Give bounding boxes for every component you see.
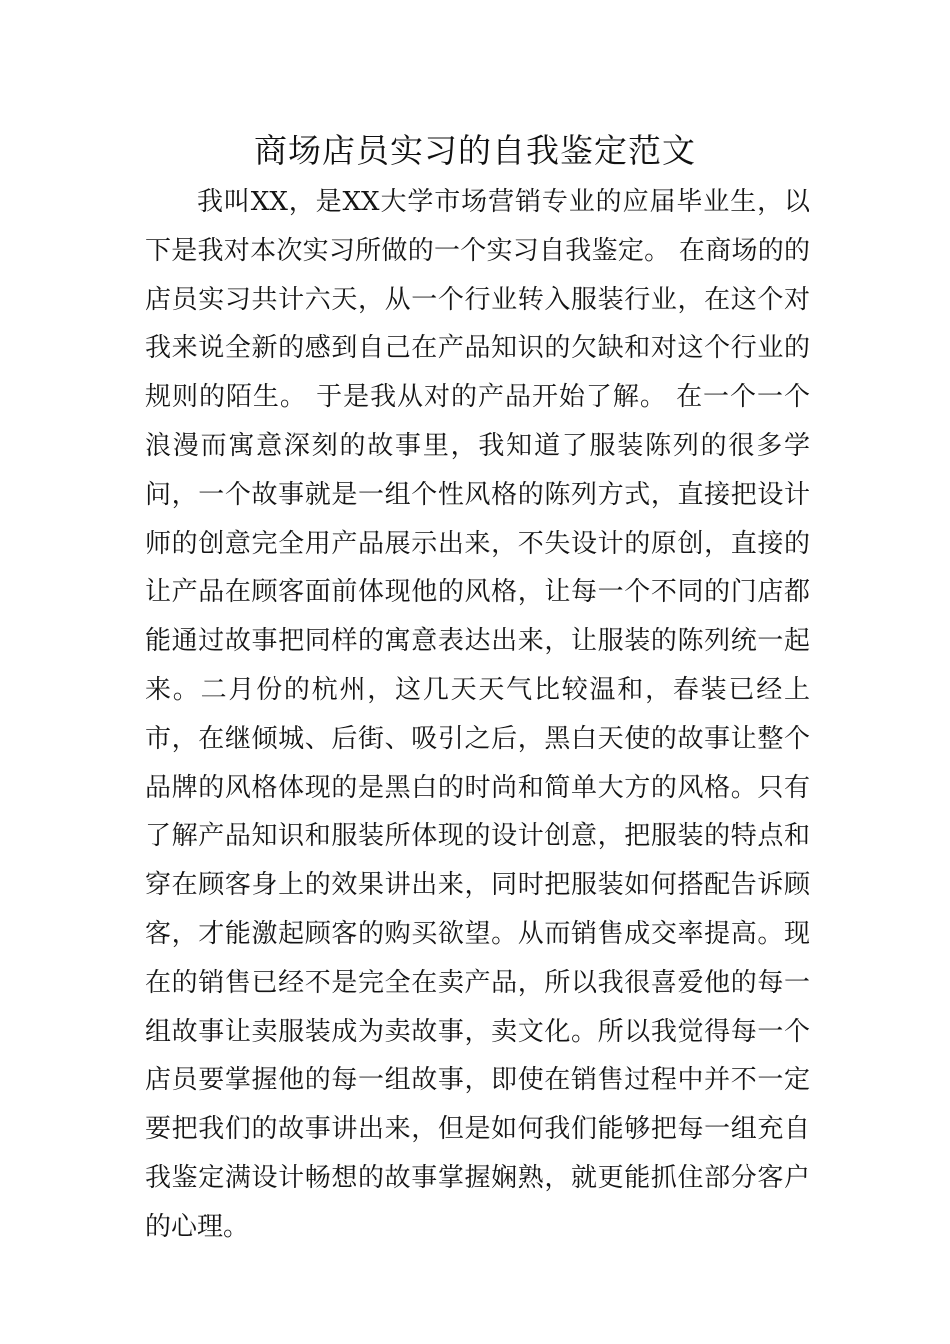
body-paragraph: 我叫XX，是XX大学市场营销专业的应届毕业生，以下是我对本次实习所做的一个实习自我鉴定。 在商场的的店员实习共计六天，从一个行业转入服装行业，在这个对我来说全新的感到自己在产品知识的欠缺和对这个行业的规则的陌生。 于是我从对的产品开始了解。 在一个一个浪漫而寓意深刻的故事里，我知道了服装陈列的很多学问，一个故事就是一组个性风格的陈列方式，直接把设计师的创意完全用产品展示出来，不失设计的原创，直接的让产品在顾客面前体现他的风格，让每一个不同的门店都能通过故事把同样的寓意表达出来，让服装的陈列统一起来。二月份的杭州，这几天天气比较温和，春装已经上市，在继倾城、后街、吸引之后，黑白天使的故事让整个品牌的风格体现的是黑白的时尚和简单大方的风格。只有了解产品知识和服装所体现的设计创意，把服装的特点和穿在顾客身上的效果讲出来，同时把服装如何搭配告诉顾客，才能激起顾客的购买欲望。从而销售成交率提高。现在的销售已经不是完全在卖产品，所以我很喜爱他的每一组故事让卖服装成为卖故事，卖文化。所以我觉得每一个店员要掌握他的每一组故事，即使在销售过程中并不一定要把我们的故事讲出来，但是如何我们能够把每一组充自我鉴定满设计畅想的故事掌握娴熟，就更能抓住部分客户的心理。 — [145, 187, 810, 1242]
document-title: 商场店员实习的自我鉴定范文 — [254, 131, 696, 170]
